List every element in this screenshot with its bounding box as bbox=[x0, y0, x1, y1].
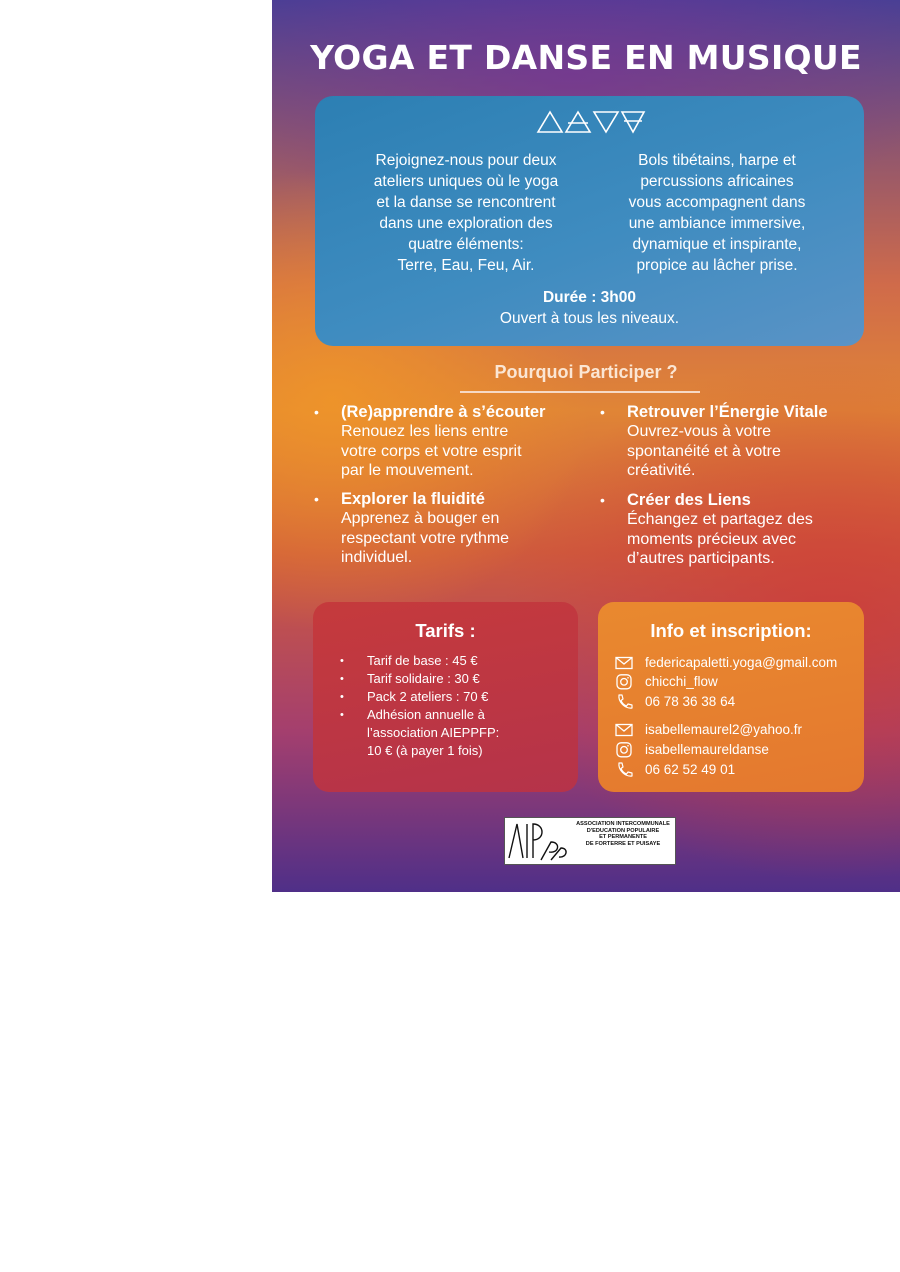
logo-text bbox=[573, 821, 673, 847]
tarifs-panel bbox=[313, 602, 578, 792]
benefit-line: Échangez et partagez des bbox=[627, 511, 813, 528]
bullet-icon: • bbox=[314, 491, 319, 507]
logo-text-line: DE FORTERRE ET PUISAYE bbox=[585, 840, 661, 847]
instagram-icon bbox=[615, 742, 633, 758]
benefit-line: par le mouvement. bbox=[341, 462, 474, 479]
level-label: Ouvert à tous les niveaux. bbox=[499, 310, 680, 327]
why-heading: Pourquoi Participer ? bbox=[494, 362, 678, 382]
tarif-line: Tarif de base : 45 € bbox=[367, 653, 478, 668]
tarif-line: Pack 2 ateliers : 70 € bbox=[367, 689, 489, 704]
intro-left-line: et la danse se rencontrent bbox=[376, 194, 556, 211]
benefit-title: Créer des Liens bbox=[627, 491, 751, 509]
benefit-line: d’autres participants. bbox=[627, 550, 775, 567]
info-panel bbox=[598, 602, 864, 792]
tarif-line: 10 € (à payer 1 fois) bbox=[367, 743, 483, 758]
list-item bbox=[340, 706, 499, 760]
fire-element-icon bbox=[538, 112, 562, 132]
benefit-line: créativité. bbox=[627, 462, 696, 479]
email-icon bbox=[615, 655, 633, 671]
four-elements-symbols bbox=[315, 108, 864, 140]
bullet-icon: • bbox=[600, 492, 605, 508]
benefit-title: (Re)apprendre à s’écouter bbox=[341, 403, 546, 421]
benefit-line: spontanéité et à votre bbox=[627, 442, 781, 460]
tarif-line: Adhésion annuelle à bbox=[367, 707, 485, 722]
benefit-line: Apprenez à bouger en bbox=[341, 510, 500, 527]
intro-left-line: ateliers uniques où le yoga bbox=[373, 173, 559, 190]
intro-right-text bbox=[599, 150, 835, 276]
bullet-icon: • bbox=[600, 404, 605, 420]
tarifs-list bbox=[340, 652, 499, 760]
intro-left-line: quatre éléments: bbox=[408, 236, 524, 253]
list-item bbox=[340, 670, 499, 688]
air-element-icon bbox=[566, 112, 590, 132]
benefit-line: moments précieux avec bbox=[627, 530, 796, 548]
contact-value: isabellemaureldanse bbox=[645, 742, 769, 757]
benefit-line: individuel. bbox=[341, 549, 413, 566]
intro-panel bbox=[315, 96, 864, 346]
contact-value: 06 78 36 38 64 bbox=[645, 694, 736, 709]
intro-left-line: Rejoignez-nous pour deux bbox=[375, 152, 557, 169]
email-icon bbox=[615, 722, 633, 738]
intro-left-text bbox=[353, 150, 579, 276]
bullet-icon: • bbox=[340, 655, 344, 667]
logo-text-line: D'EDUCATION POPULAIRE bbox=[586, 827, 660, 834]
benefit-item bbox=[314, 402, 581, 481]
intro-right-line: percussions africaines bbox=[640, 173, 794, 190]
intro-right-line: propice au lâcher prise. bbox=[636, 257, 798, 274]
phone-icon bbox=[615, 762, 633, 778]
contact-value: isabellemaurel2@yahoo.fr bbox=[645, 722, 803, 737]
intro-right-line: une ambiance immersive, bbox=[628, 215, 806, 232]
flyer-title: YOGA ET DANSE EN MUSIQUE bbox=[310, 38, 862, 77]
why-underline bbox=[460, 391, 700, 393]
elements-icon-row bbox=[534, 108, 646, 136]
benefit-title: Retrouver l’Énergie Vitale bbox=[627, 403, 828, 421]
intro-right-line: dynamique et inspirante, bbox=[632, 236, 802, 253]
list-item bbox=[340, 688, 499, 706]
association-logo bbox=[504, 817, 676, 865]
bullet-icon: • bbox=[340, 691, 344, 703]
tarif-line: l’association AIEPPFP: bbox=[367, 725, 500, 740]
phone-icon bbox=[615, 694, 633, 710]
intro-right-line: Bols tibétains, harpe et bbox=[638, 152, 796, 169]
duration-label: Durée : 3h00 bbox=[542, 289, 637, 306]
instagram-icon bbox=[615, 674, 633, 690]
aieppfp-logo-mark bbox=[507, 820, 571, 862]
contact-value: chicchi_flow bbox=[645, 674, 718, 689]
benefit-line: votre corps et votre esprit bbox=[341, 442, 522, 460]
info-title: Info et inscription: bbox=[650, 620, 812, 641]
earth-element-icon bbox=[622, 112, 644, 132]
contact-value: federicapaletti.yoga@gmail.com bbox=[645, 655, 838, 670]
list-item bbox=[340, 652, 499, 670]
benefit-title: Explorer la fluidité bbox=[341, 490, 485, 508]
tarifs-title: Tarifs : bbox=[415, 620, 476, 641]
benefit-line: Ouvrez-vous à votre bbox=[627, 423, 772, 440]
logo-text-line: ET PERMANENTE bbox=[599, 834, 647, 841]
intro-right-line: vous accompagnent dans bbox=[628, 194, 806, 211]
contact-value: 06 62 52 49 01 bbox=[645, 762, 736, 777]
benefit-item bbox=[600, 402, 867, 481]
benefit-item bbox=[314, 489, 581, 568]
benefit-line: respectant votre rythme bbox=[341, 529, 510, 547]
bullet-icon: • bbox=[340, 709, 344, 721]
intro-left-line: Terre, Eau, Feu, Air. bbox=[397, 257, 535, 274]
intro-left-line: dans une exploration des bbox=[379, 215, 553, 232]
bullet-icon: • bbox=[340, 673, 344, 685]
benefit-line: Renouez les liens entre bbox=[341, 423, 509, 440]
flyer bbox=[272, 0, 900, 892]
tarif-line: Tarif solidaire : 30 € bbox=[367, 671, 480, 686]
logo-text-line: ASSOCIATION INTERCOMMUNALE bbox=[576, 821, 670, 827]
benefit-item bbox=[600, 490, 877, 569]
bullet-icon: • bbox=[314, 404, 319, 420]
water-element-icon bbox=[594, 112, 618, 132]
